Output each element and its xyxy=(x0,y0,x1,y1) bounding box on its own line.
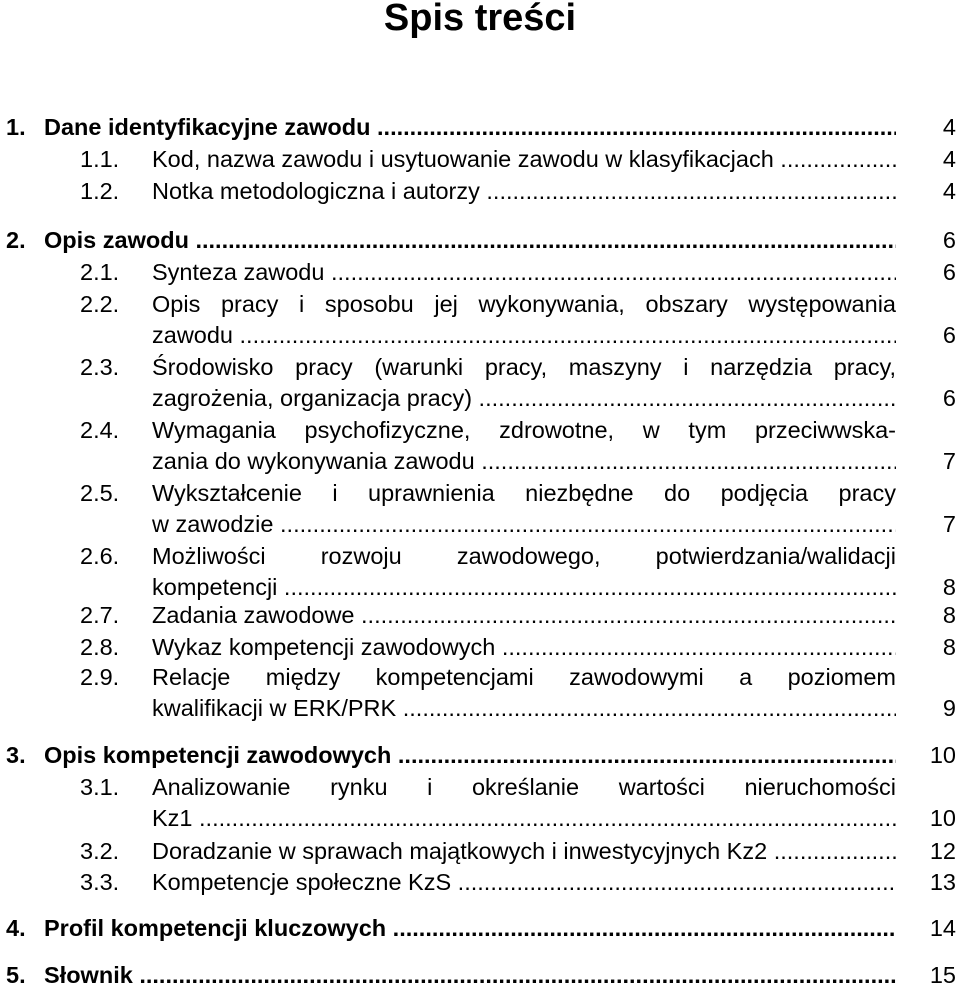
toc-entry-2-9-cont[interactable] xyxy=(0,692,960,724)
toc-page: 8 xyxy=(942,574,956,600)
toc-entry-4[interactable] xyxy=(0,912,960,944)
toc-label-line1[interactable]: Analizowanie rynku i określanie wartości nieruchomości xyxy=(152,774,896,800)
toc-page: 6 xyxy=(942,385,956,411)
toc-entry-1-1[interactable] xyxy=(0,143,960,175)
toc-page: 6 xyxy=(942,227,956,253)
toc-label[interactable]: Kod, nazwa zawodu i usytuowanie zawodu w klasyfikacjach ..... xyxy=(152,143,896,175)
toc-label[interactable]: Opis kompetencji zawodowych ..... xyxy=(44,739,896,771)
toc-label[interactable]: Dane identyfikacyjne zawodu ..... xyxy=(44,111,896,143)
toc-label[interactable]: Synteza zawodu ..... xyxy=(152,256,896,288)
toc-label[interactable]: Kompetencje społeczne KzS ..... xyxy=(152,866,896,898)
toc-label-line1[interactable]: Środowisko pracy (warunki pracy, maszyny i narzędzia pracy, xyxy=(152,354,896,380)
toc-label[interactable]: Kz1 ..... xyxy=(152,802,896,834)
toc-entry-2-5[interactable] xyxy=(0,477,960,509)
toc-number: 2.2. xyxy=(80,291,120,317)
toc-label[interactable]: zania do wykonywania zawodu ..... xyxy=(152,445,896,477)
toc-entry-3-1[interactable] xyxy=(0,771,960,803)
toc-entry-2-8[interactable] xyxy=(0,631,960,663)
toc-page: 8 xyxy=(942,634,956,660)
toc-entry-2-2-cont[interactable] xyxy=(0,319,960,351)
toc-number: 2.1. xyxy=(80,259,120,285)
toc-page: 12 xyxy=(929,838,956,864)
toc-label-line1[interactable]: Opis pracy i sposobu jej wykonywania, obszary występowania xyxy=(152,291,896,317)
toc-entry-2-9[interactable] xyxy=(0,661,960,693)
toc-page: 14 xyxy=(929,915,956,941)
toc-page: 7 xyxy=(942,448,956,474)
toc-entry-2-3[interactable] xyxy=(0,351,960,383)
toc-label[interactable]: Słownik ..... xyxy=(44,959,896,991)
toc-page: 13 xyxy=(929,869,956,895)
toc-label[interactable]: Profil kompetencji kluczowych ..... xyxy=(44,912,896,944)
toc-number: 2.6. xyxy=(80,543,120,569)
toc-entry-1[interactable] xyxy=(0,111,960,143)
toc-label-line1[interactable]: Wykształcenie i uprawnienia niezbędne do podjęcia pracy xyxy=(152,480,896,506)
toc-number: 2.3. xyxy=(80,354,120,380)
toc-page: 7 xyxy=(942,511,956,537)
toc-entry-2-6[interactable] xyxy=(0,540,960,572)
toc-number: 2.8. xyxy=(80,634,120,660)
toc-number: 1. xyxy=(6,114,26,140)
toc-number: 2.4. xyxy=(80,417,120,443)
toc-entry-2-5-cont[interactable] xyxy=(0,508,960,540)
toc-label[interactable]: Wykaz kompetencji zawodowych ..... xyxy=(152,631,896,663)
toc-number: 3. xyxy=(6,742,26,768)
toc-page: 4 xyxy=(942,114,956,140)
toc-entry-2-2[interactable] xyxy=(0,288,960,320)
toc-label-line1[interactable]: Relacje między kompetencjami zawodowymi a poziomem xyxy=(152,664,896,690)
toc-entry-3-3[interactable] xyxy=(0,866,960,898)
toc-entry-3-1-cont[interactable] xyxy=(0,802,960,834)
toc-entry-1-2[interactable] xyxy=(0,175,960,207)
toc-label[interactable]: zagrożenia, organizacja pracy) ..... xyxy=(152,382,896,414)
toc-page: 9 xyxy=(942,695,956,721)
toc-page: 15 xyxy=(929,962,956,988)
toc-number: 3.2. xyxy=(80,838,120,864)
toc-entry-2-3-cont[interactable] xyxy=(0,382,960,414)
toc-entry-2-4[interactable] xyxy=(0,414,960,446)
toc-entry-3[interactable] xyxy=(0,739,960,771)
toc-number: 4. xyxy=(6,915,26,941)
toc-label-line1[interactable]: Wymagania psychofizyczne, zdrowotne, w tym przeciwwska- xyxy=(152,417,896,443)
toc-entry-2-4-cont[interactable] xyxy=(0,445,960,477)
toc-entry-2-7[interactable] xyxy=(0,599,960,631)
toc-entry-2-1[interactable] xyxy=(0,256,960,288)
toc-number: 2.5. xyxy=(80,480,120,506)
toc-label-line1[interactable]: Możliwości rozwoju zawodowego, potwierdzania/walidacji xyxy=(152,543,896,569)
toc-label[interactable]: kwalifikacji w ERK/PRK ..... xyxy=(152,692,896,724)
toc-number: 5. xyxy=(6,962,26,988)
toc-number: 1.2. xyxy=(80,178,120,204)
toc-page: 4 xyxy=(942,178,956,204)
toc-label[interactable]: Zadania zawodowe ..... xyxy=(152,599,896,631)
toc-number: 2.7. xyxy=(80,602,120,628)
toc-number: 3.1. xyxy=(80,774,120,800)
toc-page: 4 xyxy=(942,146,956,172)
toc-page: 8 xyxy=(942,602,956,628)
toc-entry-2[interactable] xyxy=(0,224,960,256)
toc-page: 6 xyxy=(942,322,956,348)
toc-entry-5[interactable] xyxy=(0,959,960,991)
toc-label[interactable]: zawodu ..... xyxy=(152,319,896,351)
toc-number: 2.9. xyxy=(80,664,120,690)
toc-number: 3.3. xyxy=(80,869,120,895)
toc-label[interactable]: Notka metodologiczna i autorzy ..... xyxy=(152,175,896,207)
page-title: Spis treści xyxy=(383,0,577,39)
toc-label[interactable]: Opis zawodu ..... xyxy=(44,224,896,256)
toc-page: 10 xyxy=(929,805,956,831)
toc-number: 2. xyxy=(6,227,26,253)
toc-label[interactable]: w zawodzie ..... xyxy=(152,508,896,540)
toc-page: 10 xyxy=(929,742,956,768)
toc-label[interactable]: kompetencji ..... xyxy=(152,571,896,603)
toc-number: 1.1. xyxy=(80,146,120,172)
toc-entry-3-2[interactable] xyxy=(0,835,960,867)
toc-page: 6 xyxy=(942,259,956,285)
toc-label[interactable]: Doradzanie w sprawach majątkowych i inwestycyjnych Kz2 ..... xyxy=(152,835,896,867)
